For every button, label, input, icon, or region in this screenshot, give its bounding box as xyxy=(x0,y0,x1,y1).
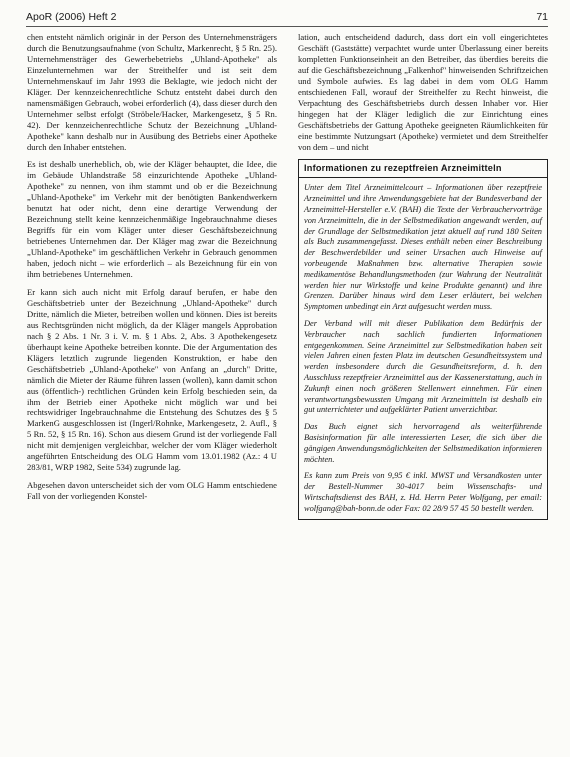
info-box-paragraph: Der Verband will mit dieser Publikation dem Bedürfnis der Verbraucher nach sachlich fundierten Informationen entgegenkommen. Seine Arzneimittel zur Selbstmedikation haben seit vielen Jahren einen festen Platz im deutschen Gesundheitssystem und werden insbesondere durch die Gesundheitsreform, d. h. den Ausschluss rezeptfreier Arzneimittel aus der Kassenerstattung, auch in Zukunft einen noch größeren Stellenwert einnehmen. Für einen verantwortungsbewussten Umgang mit Arzneimitteln ist deshalb ein gut unterrichteter und aufgeklärter Patient unverzichtbar. xyxy=(304,319,542,415)
info-box-title: Informationen zu rezeptfreien Arzneimitteln xyxy=(299,163,547,178)
paragraph: chen entsteht nämlich originär in der Person des Unternehmensträgers durch die Benutzungsaufnahme (von Schultz, Markenrecht, § 5 Rn. 25). Unternehmensträger des Gewerbebetriebs „Uhland-Apotheke" als Einzelunternehmen war der Streithelfer und ist seit dem Unternehmenskauf im Jahr 1993 die Beklagte, wie jedoch nicht der Kläger. Der kennzeichenrechtliche Schutz entsteht dabei durch den namensmäßigen Gebrauch, wobei erforderlich (4), dass dieser durch den Unternehmer selbst erfolgt (Ströbele/Hacker, Markengesetz, § 5 Rn. 42). Der kennzeichenrechtliche Schutz der Bezeichnung „Uhland-Apotheke" kann deshalb nur in Ausübung des Betriebs einer Apotheke durch den Inhaber entstehen. xyxy=(27,32,277,152)
info-box xyxy=(298,159,548,519)
info-box-paragraph: Unter dem Titel Arzneimittelcourt – Informationen über rezeptfreie Arzneimittel und ihre Anwendungsgebiete hat der Bundesverband der Arzneimittel-Hersteller e.V. (BAH) die Texte der Verbrauchervorträge von Arzneimitteln, die in der Selbstmedikation angewandt werden, auf der Grundlage der Selbstmedikation jetzt aktuell auf rund 180 Seiten als Buch zusammengefasst. Dieses enthält neben einer Beschreibung der Beschwerdebilder und seiner Ursachen auch Hinweise auf vorbeugende Maßnahmen bzw. alternative Therapien sowie medikamentöse Behandlungsmethoden (zur Wahrung der Neutralität werden hier nur Wirkstoffe und keine Produkte genannt) und ihre Grenzen. Darüber hinaus wird dem Leser erläutert, bei welchen Symptomen unbedingt ein Arzt aufgesucht werden muss. xyxy=(304,183,542,312)
info-box-paragraph: Das Buch eignet sich hervorragend als weiterführende Basisinformation für alle interessierten Leser, die sich über die gängigen Anwendungsmöglichkeiten der Selbstmedikation informieren möchten. xyxy=(304,422,542,464)
paragraph: lation, auch entscheidend dadurch, dass dort ein voll eingerichtetes Geschäft (Gaststätte) verpachtet wurde unter Überlassung einer bereits kompletten Funktionseinheit an den Betreiber, das überdies bereits die auf die Geschäftsbezeichnung „Falkenhof" hinweisenden Schriftzeichen und Symbole aufwies. Es lag dabei in dem vom OLG Hamm entschiedenen Fall, worauf der Streithelfer zu Recht hinweist, die Verpachtung des Geschäftsbetriebs durch dessen Inhaber vor. Hier hingegen hat der Kläger lediglich die zur Einrichtung eines Geschäftsbetriebs der Gattung Apotheke geeigneten Räumlichkeiten für eine bestimmte Nutzungsart (Apotheke) vermietet und dem Streithelfer von dem – und nicht xyxy=(298,32,548,152)
paragraph: Abgesehen davon unterscheidet sich der vom OLG Hamm entschiedene Fall von der vorliegenden Konstel- xyxy=(27,480,277,502)
right-column xyxy=(298,32,548,520)
paragraph: Er kann sich auch nicht mit Erfolg darauf berufen, er habe den Geschäftsbetrieb unter der Bezeichnung „Uhland-Apotheke" durch Dritte, nämlich die Mieter, betreiben wollen und können. Dies ist bereits aus Rechtsgründen nicht möglich, da der Kläger mangels Approbation nach § 2 Abs. 1 Nr. 3 i. V. m. § 1 Abs. 2, Abs. 3 Apothekengesetz überhaupt keine Apotheke betreiben konnte. Die der Argumentation des Klägers letztlich zugrunde liegenden Konstruktion, er habe den Geschäftsbetrieb „Uhland-Apotheke" von Anfang an „durch" Dritte, nämlich die Mieter der Räume führen lassen (wollen), kann damit schon aus (öffentlich-) rechtlichen Gründen kein Erfolg beschieden sein, da ihm der Betrieb einer Apotheke nicht möglich war und bei rechtswidriger Ingebrauchnahme die Entstehung des Schutzes des § 5 MarkenG ausgeschlossen ist (Ingerl/Rohnke, Markengesetz, 2. Aufl., § 5 Rn. 52, § 15 Rn. 16). Schon aus diesem Grund ist der vorliegende Fall nicht mit demjenigen vergleichbar, welcher der vom Kläger wiederholt angeführten Entscheidung des OLG Hamm vom 13.01.1982 (Az.: 4 U 283/81, WRP 1982, Seite 534) zugrunde lag. xyxy=(27,286,277,473)
running-header xyxy=(26,9,548,25)
journal-title: ApoR (2006) Heft 2 xyxy=(26,11,117,23)
page-number: 71 xyxy=(536,11,548,23)
left-column xyxy=(27,32,277,509)
paragraph: Es ist deshalb unerheblich, ob, wie der Kläger behauptet, die Idee, die im Gebäude Uhlandstraße 58 einzurichtende Apotheke „Uhland-Apotheke" zu nennen, von ihm stammt und ob er die Bezeichnung „Uhland-Apotheke" im Verkehr mit der benötigten Bankendwerkern benutzt hat oder nicht, denn eine derartige Verwendung der Bezeichnung stellt keine kennzeichenmäßige Ingebrauchnahme dieses Begriffs für ein vom Kläger unter dieser Geschäftsbezeichnung betriebenes Unternehmen dar. Der Kläger mag zwar die Bezeichnung „Uhland-Apotheke" im geschäftlichen Verkehr in Gebrauch genommen haben, jedoch nicht – wie erforderlich – als Bezeichnung für ein von ihm betriebenes Unternehmen. xyxy=(27,159,277,280)
header-rule xyxy=(26,26,548,27)
info-box-paragraph: Es kann zum Preis von 9,95 € inkl. MWST und Versandkosten unter der Bestell-Nummer 30-4017 beim Wissenschafts- und Wirtschaftsdienst des BAH, z. Hd. Herrn Peter Wolfgang, per email: wolfgang@bah-bonn.de oder Fax: 02 28/9 57 45 50 bestellt werden. xyxy=(304,471,542,513)
